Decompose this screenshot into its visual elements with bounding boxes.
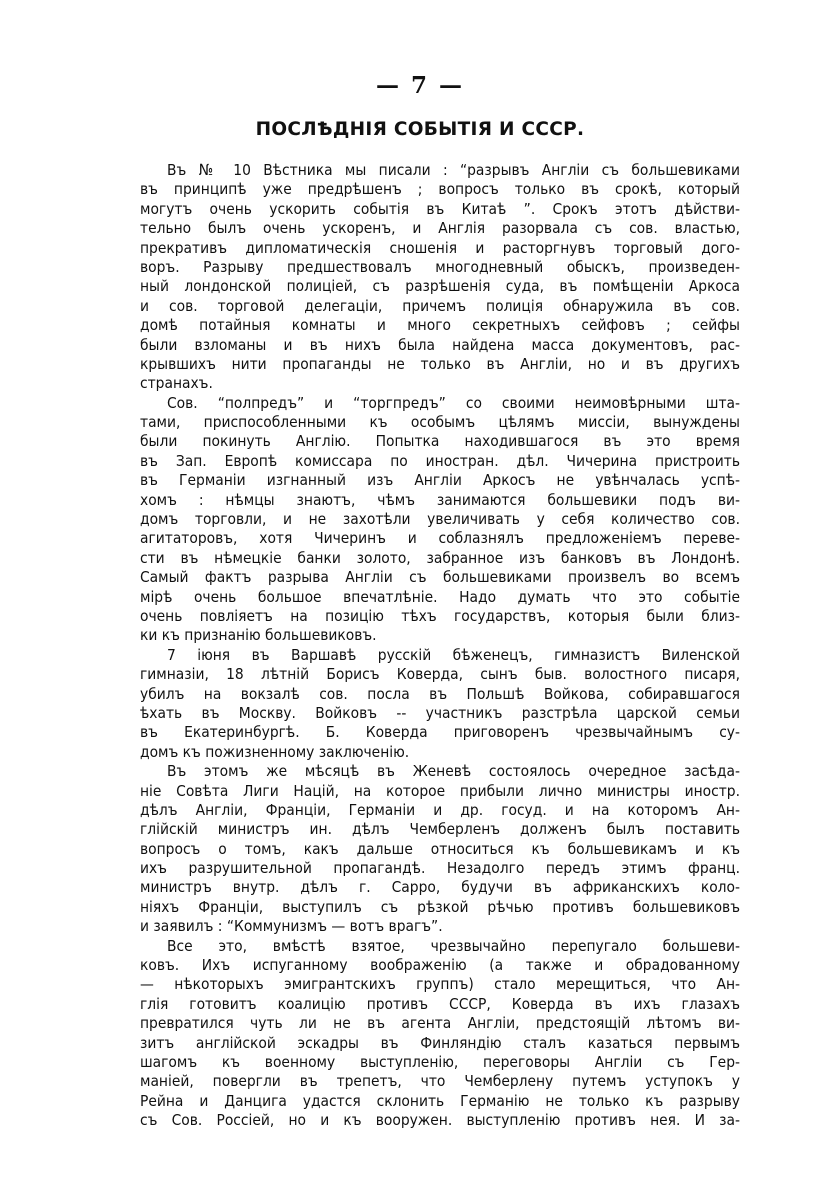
text-line: хомъ : нѣмцы знаютъ, чѣмъ занимаются большевики подъ ви- [140, 490, 740, 509]
text-line: ніе Совѣта Лиги Націй, на которое прибыли лично министры иностр. [140, 781, 740, 800]
text-line: прекративъ дипломатическія сношенія и расторгнувъ торговый дого- [140, 238, 740, 257]
text-line: вопросъ о томъ, какъ дальше относиться къ большевикамъ и къ [140, 839, 740, 858]
text-line: были покинуть Англію. Попытка находившагося въ это время [140, 432, 740, 451]
text-line: Въ № 10 Вѣстника мы писали : “разрывъ Англіи съ большевиками [167, 161, 740, 179]
text-line: глійскій министръ ин. дѣлъ Чемберленъ долженъ былъ поставить [140, 820, 740, 839]
article-body [140, 161, 740, 1131]
text-line: агитаторовъ, хотя Чичеринъ и соблазнялъ предложеніемъ переве- [140, 529, 740, 548]
text-line: ный лондонской полиціей, съ разрѣшенія суда, въ помѣщеніи Аркоса [140, 277, 740, 296]
text-line: сти въ нѣмецкіе банки золото, забранное изъ банковъ въ Лондонѣ. [140, 548, 740, 567]
text-line: въ принципѣ уже предрѣшенъ ; вопросъ только въ срокѣ, который [140, 180, 740, 199]
text-line: очень повліяетъ на позицію тѣхъ государствъ, которыя были близ- [140, 606, 740, 625]
text-line: Рейна и Данцига удастся склонить Германію не только къ разрыву [140, 1091, 740, 1110]
text-line: и заявилъ : “Коммунизмъ — вотъ врагъ”. [140, 917, 443, 936]
text-line: Въ этомъ же мѣсяцѣ въ Женевѣ состоялось очередное засѣда- [167, 762, 740, 781]
text-line: домъ къ пожизненному заключенію. [140, 742, 410, 761]
text-line: могутъ очень ускорить событія въ Китаѣ ”. Срокъ этотъ дѣйстви- [140, 199, 740, 218]
article-title: ПОСЛѢДНІЯ СОБЫТІЯ И СССР. [255, 119, 585, 140]
text-line: и сов. торговой делегаціи, причемъ полиція обнаружила въ сов. [140, 296, 740, 315]
text-line: странахъ. [140, 374, 213, 393]
text-line: мірѣ очень большое впечатлѣніе. Надо думать что это событіе [140, 587, 740, 606]
text-line: зитъ англійской эскадры въ Финляндію сталъ казаться первымъ [140, 1033, 740, 1052]
paragraph [140, 161, 740, 394]
text-line: дѣлъ Англіи, Франціи, Германіи и др. госуд. и на которомъ Ан- [140, 800, 740, 819]
text-line: маніей, повергли въ трепетъ, что Чемберлену путемъ уступокъ у [140, 1072, 740, 1091]
text-line: домѣ потайныя комнаты и много секретныхъ сейфовъ ; сейфы [140, 316, 740, 335]
text-line: превратился чуть ли не въ агента Англіи, предстоящій лѣтомъ ви- [140, 1014, 740, 1033]
paragraph [140, 646, 740, 762]
text-line: были взломаны и въ нихъ была найдена масса документовъ, рас- [140, 335, 740, 354]
text-line: — нѣкоторыхъ эмигрантскихъ группъ) стало мерещиться, что Ан- [140, 975, 740, 994]
text-line: убилъ на вокзалѣ сов. посла въ Польшѣ Войкова, собиравшагося [140, 684, 740, 703]
text-line: тами, приспособленными къ особымъ цѣлямъ миссіи, вынуждены [140, 413, 740, 432]
text-line: гимназіи, 18 лѣтній Борисъ Коверда, сынъ быв. волостного писаря, [140, 665, 740, 684]
text-line: тельно былъ очень ускоренъ, и Англія разорвала съ сов. властью, [140, 219, 740, 238]
text-line: Самый фактъ разрыва Англіи съ большевиками произвелъ во всемъ [140, 568, 740, 587]
text-line: Сов. “полпредъ” и “торгпредъ” со своими неимовѣрными шта- [167, 393, 740, 412]
text-line: крывшихъ нити пропаганды не только въ Англіи, но и въ другихъ [140, 354, 740, 373]
paragraph [140, 762, 740, 937]
text-line: ихъ разрушительной пропагандѣ. Незадолго передъ этимъ франц. [140, 859, 740, 878]
text-line: въ Екатеринбургѣ. Б. Коверда приговоренъ чрезвычайнымъ су- [140, 723, 740, 742]
text-line: домъ торговли, и не захотѣли увеличивать у себя количество сов. [140, 510, 740, 529]
text-line: въ Германіи изгнанный изъ Англіи Аркосъ не увѣнчалась успѣ- [140, 471, 740, 490]
text-line: 7 іюня въ Варшавѣ русскій бѣженецъ, гимназистъ Виленской [167, 645, 740, 664]
text-line: ки къ признанію большевиковъ. [140, 626, 377, 645]
paragraph [140, 937, 740, 1131]
text-line: ковъ. Ихъ испуганному воображенію (а также и обрадованному [140, 956, 740, 975]
text-line: воръ. Разрыву предшествовалъ многодневный обыскъ, произведен- [140, 257, 740, 276]
paragraph [140, 394, 740, 646]
text-line: глія готовитъ коалицію противъ СССР, Коверда въ ихъ глазахъ [140, 994, 740, 1013]
text-line: министръ внутр. дѣлъ г. Сарро, будучи въ африканскихъ коло- [140, 878, 740, 897]
text-line: ніяхъ Франціи, выступилъ съ рѣзкой рѣчью противъ большевиковъ [140, 897, 740, 916]
text-line: съ Сов. Россіей, но и къ вооружен. выступленію противъ нея. И за- [140, 1111, 740, 1130]
text-line: ѣхать въ Москву. Войковъ -- участникъ разстрѣла царской семьи [140, 703, 740, 722]
page-number: — 7 — [375, 72, 465, 99]
text-line: въ Зап. Европѣ комиссара по иностран. дѣл. Чичерина пристроить [140, 451, 740, 470]
text-line: шагомъ къ военному выступленію, переговоры Англіи съ Гер- [140, 1052, 740, 1071]
text-line: Все это, вмѣстѣ взятое, чрезвычайно перепугало большеви- [167, 936, 740, 955]
